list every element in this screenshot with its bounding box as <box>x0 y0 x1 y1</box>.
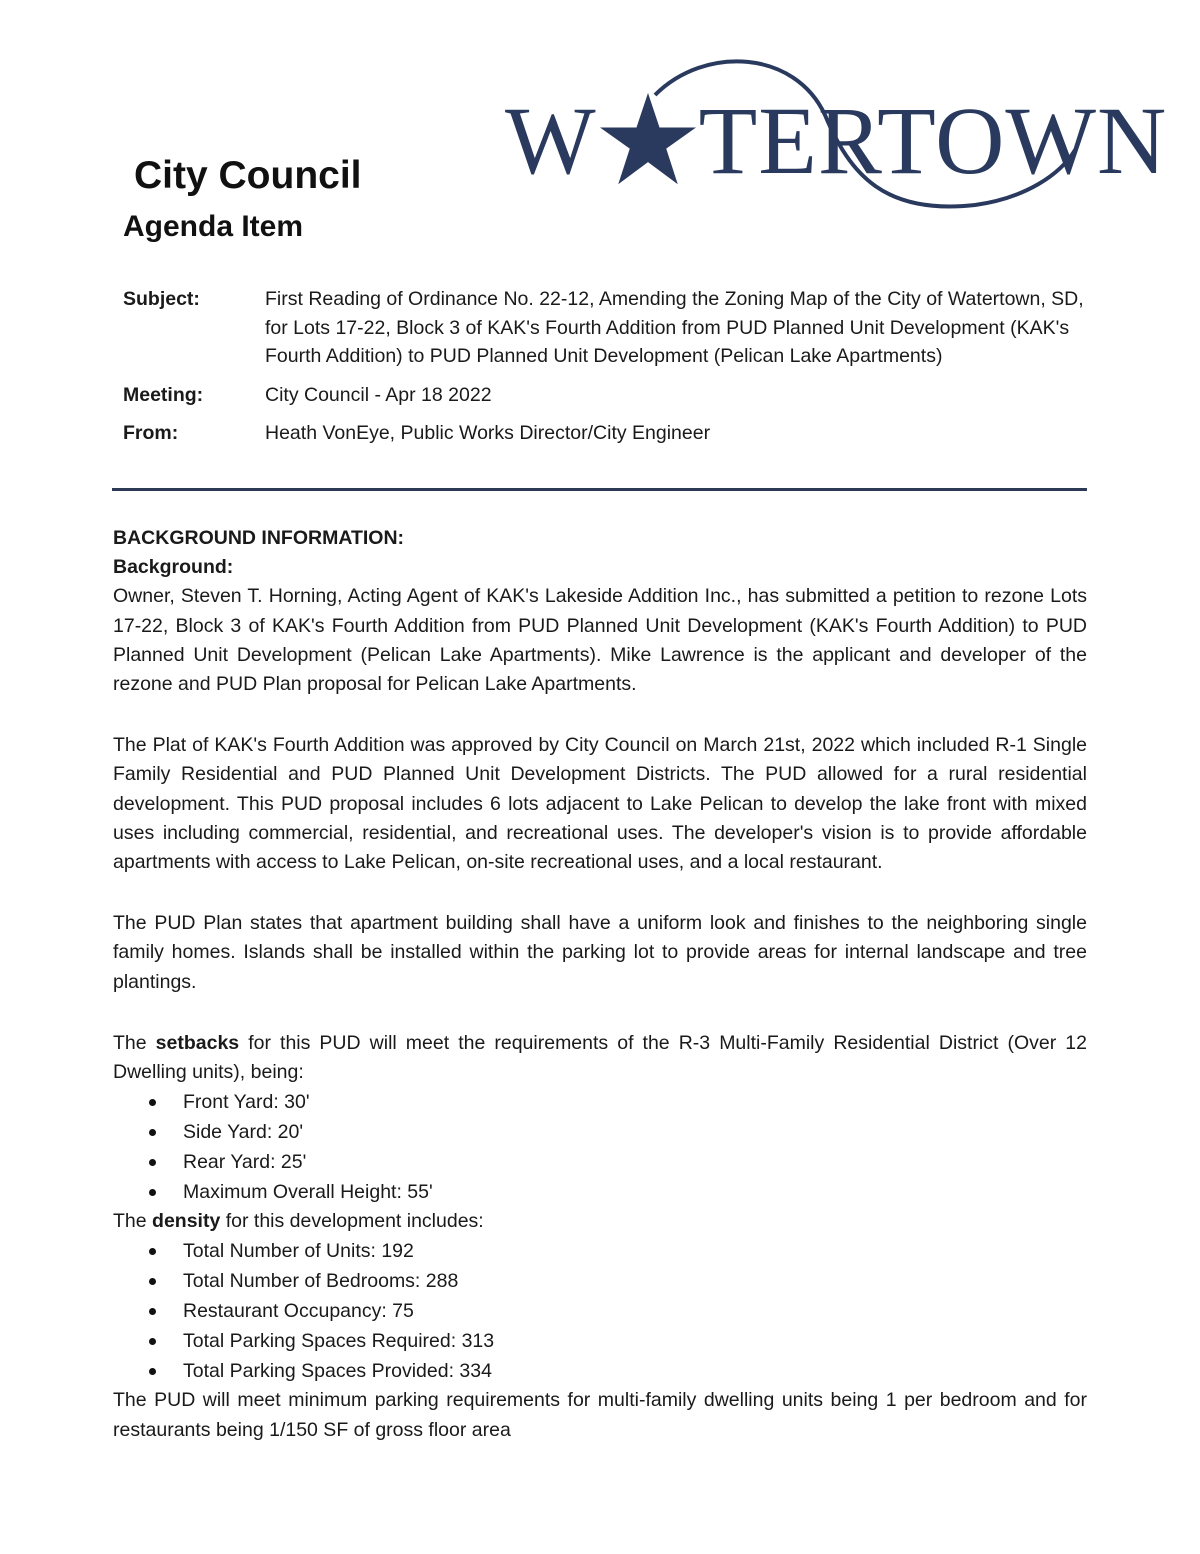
list-item: Total Number of Units: 192 <box>149 1236 1087 1266</box>
setbacks-term: setbacks <box>155 1031 240 1054</box>
subject-row <box>123 285 1088 371</box>
from-value: Heath VonEye, Public Works Director/City Engineer <box>265 422 711 444</box>
section-heading: BACKGROUND INFORMATION: <box>113 527 405 549</box>
watertown-logo <box>505 55 1168 215</box>
agenda-meta <box>123 285 1088 458</box>
from-label: From: <box>123 422 179 444</box>
background-paragraph-1: Owner, Steven T. Horning, Acting Agent of KAK's Lakeside Addition Inc., has submitted a petition to rezone Lots 17-22, Block 3 of KAK's Fourth Addition from PUD Planned Unit Development (KAK's Fourth Addition) to PUD Planned Unit Development (Pelican Lake Apartments). Mike Lawrence is the applicant and developer of the rezone and PUD Plan proposal for Pelican Lake Apartments. <box>113 585 1087 696</box>
subject-label: Subject: <box>123 288 200 310</box>
logo-text-left: W <box>505 87 597 194</box>
list-item: Rear Yard: 25' <box>149 1147 1087 1177</box>
list-item: Restaurant Occupancy: 75 <box>149 1296 1087 1326</box>
star-icon <box>597 93 699 189</box>
background-paragraph-2: The Plat of KAK's Fourth Addition was approved by City Council on March 21st, 2022 which included R-1 Single Family Residential and PUD Planned Unit Development Districts. The PUD allowed for a rural residential development. This PUD proposal includes 6 lots adjacent to Lake Pelican to develop the lake front with mixed uses including commercial, residential, and recreational uses. The developer's vision is to provide affordable apartments with access to Lake Pelican, on-site recreational uses, and a local restaurant. <box>113 734 1087 874</box>
meeting-value: City Council - Apr 18 2022 <box>265 383 492 406</box>
page-title: City Council <box>134 154 362 197</box>
density-list <box>113 1236 1087 1386</box>
from-row <box>123 419 1088 448</box>
meeting-row <box>123 381 1088 410</box>
closing-paragraph: The PUD will meet minimum parking requirements for multi-family dwelling units being 1 per bedroom and for restaurants being 1/150 SF of gross floor area <box>113 1389 1087 1441</box>
document-body <box>113 524 1087 1445</box>
density-intro: The density for this development includes: <box>113 1210 484 1233</box>
list-item: Side Yard: 20' <box>149 1117 1087 1147</box>
density-term: density <box>152 1210 221 1233</box>
background-paragraph-3: The PUD Plan states that apartment building shall have a uniform look and finishes to the neighboring single family homes. Islands shall be installed within the parking lot to provide areas for internal landscape and tree plantings. <box>113 912 1087 993</box>
list-item: Total Number of Bedrooms: 288 <box>149 1266 1087 1296</box>
sub-heading: Background: <box>113 556 234 579</box>
subject-value: First Reading of Ordinance No. 22-12, Amending the Zoning Map of the City of Watertown, SD, for Lots 17-22, Block 3 of KAK's Fourth Addition from PUD Planned Unit Development (KAK's Fourth Addition) to PUD Planned Unit Development (Pelican Lake Apartments) <box>265 288 1084 367</box>
list-item: Total Parking Spaces Provided: 334 <box>149 1356 1087 1386</box>
list-item: Total Parking Spaces Required: 313 <box>149 1326 1087 1356</box>
setbacks-list <box>113 1087 1087 1207</box>
setbacks-intro: The setbacks for this PUD will meet the requirements of the R-3 Multi-Family Residential District (Over 12 Dwelling units), being: <box>113 1031 1087 1084</box>
logo-text-right: TERTOWN <box>698 87 1168 194</box>
header-divider <box>112 488 1087 491</box>
list-item: Maximum Overall Height: 55' <box>149 1177 1087 1207</box>
meeting-label: Meeting: <box>123 383 204 406</box>
page-subtitle: Agenda Item <box>123 210 304 243</box>
list-item: Front Yard: 30' <box>149 1087 1087 1117</box>
